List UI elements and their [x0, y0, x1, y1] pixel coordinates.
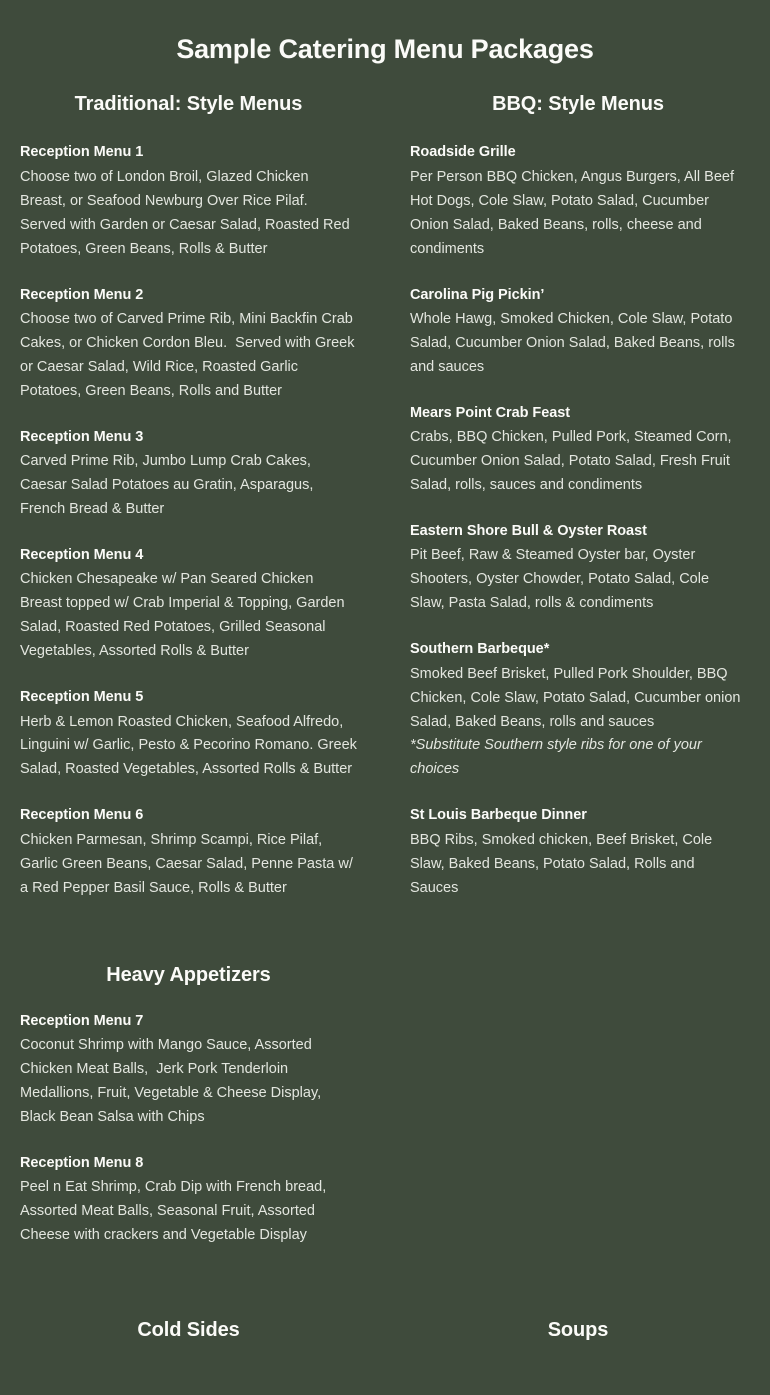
- menu-entry-title: Reception Menu 4: [20, 546, 144, 563]
- menu-entry: [20, 804, 357, 900]
- menu-entry: [20, 1152, 357, 1248]
- menu-entry-description: Peel n Eat Shrimp, Crab Dip with French bread, Assorted Meat Balls, Seasonal Fruit, Assorted Cheese with crackers and Vegetable Display: [20, 1179, 330, 1244]
- menu-entry: [410, 141, 746, 261]
- menu-entry-description: Choose two of London Broil, Glazed Chicken Breast, or Seafood Newburg Over Rice Pilaf. Served with Garden or Caesar Salad, Roasted Red Potatoes, Green Beans, Rolls & Butter: [20, 168, 354, 257]
- menu-entry-footnote: *Substitute Southern style ribs for one of your choices: [410, 737, 706, 778]
- menu-entry-title: Eastern Shore Bull & Oyster Roast: [410, 523, 647, 540]
- bbq-column-heading: BBQ: Style Menus: [492, 93, 664, 116]
- menu-entry: [20, 544, 357, 664]
- bbq-menu-column: [385, 92, 770, 900]
- menu-entry-title: Carolina Pig Pickin’: [410, 286, 545, 303]
- menu-entry: [410, 284, 746, 380]
- menu-entry-description: BBQ Ribs, Smoked chicken, Beef Brisket, Cole Slaw, Baked Beans, Potato Salad, Rolls and Sauces: [410, 831, 717, 896]
- menu-entry-title: Mears Point Crab Feast: [410, 404, 571, 421]
- menu-entry: [20, 686, 361, 782]
- menu-entry-description: Pit Beef, Raw & Steamed Oyster bar, Oyster Shooters, Oyster Chowder, Potato Salad, Cole Slaw, Pasta Salad, rolls & condiments: [410, 547, 714, 612]
- soups-column: [385, 1318, 770, 1343]
- menu-entry-description: Smoked Beef Brisket, Pulled Pork Shoulder, BBQ Chicken, Cole Slaw, Potato Salad, Cucumber onion Salad, Baked Beans, rolls and sauces: [410, 665, 745, 730]
- menu-entry-title: Southern Barbeque*: [410, 641, 550, 658]
- menu-entry: [20, 284, 357, 404]
- traditional-column-heading: Traditional: Style Menus: [74, 93, 303, 116]
- menu-entry: [410, 520, 746, 616]
- menu-entry: [410, 804, 746, 900]
- menu-entry-description: Per Person BBQ Chicken, Angus Burgers, All Beef Hot Dogs, Cole Slaw, Potato Salad, Cucumber Onion Salad, Baked Beans, rolls, cheese and condiments: [410, 168, 739, 257]
- menu-entry-description: Carved Prime Rib, Jumbo Lump Crab Cakes, Caesar Salad Potatoes au Gratin, Asparagus, French Bread & Butter: [20, 453, 318, 518]
- menu-entry: [20, 1010, 357, 1130]
- menu-columns: [0, 92, 770, 1248]
- cold-sides-column: [0, 1318, 385, 1343]
- cold-sides-heading: Cold Sides: [137, 1318, 240, 1341]
- menu-entry-title: Reception Menu 8: [20, 1154, 144, 1171]
- menu-entry: [410, 402, 746, 498]
- menu-entry-description: Whole Hawg, Smoked Chicken, Cole Slaw, Potato Salad, Cucumber Onion Salad, Baked Beans, rolls and sauces: [410, 311, 739, 375]
- menu-entry-title: Reception Menu 1: [20, 144, 144, 161]
- menu-entry-description: Coconut Shrimp with Mango Sauce, Assorted Chicken Meat Balls, Jerk Pork Tenderloin Medallions, Fruit, Vegetable & Cheese Display, Black Bean Salsa with Chips: [20, 1037, 326, 1125]
- heavy-appetizers-heading: Heavy Appetizers: [106, 963, 271, 986]
- menu-entry-description: Chicken Parmesan, Shrimp Scampi, Rice Pilaf, Garlic Green Beans, Caesar Salad, Penne Pasta w/ a Red Pepper Basil Sauce, Rolls & Butter: [20, 831, 357, 896]
- traditional-menu-column: [0, 92, 385, 1248]
- menu-entry-description: Herb & Lemon Roasted Chicken, Seafood Alfredo, Linguini w/ Garlic, Pesto & Pecorino Romano. Greek Salad, Roasted Vegetables, Assorted Rolls & Butter: [20, 713, 361, 778]
- page-title: Sample Catering Menu Packages: [176, 34, 594, 64]
- soups-heading: Soups: [547, 1318, 609, 1341]
- menu-entry: [410, 638, 746, 782]
- menu-entry-title: Reception Menu 7: [20, 1012, 144, 1029]
- menu-entry-description: Crabs, BBQ Chicken, Pulled Pork, Steamed Corn, Cucumber Onion Salad, Potato Salad, Fresh Fruit Salad, rolls, sauces and condiments: [410, 429, 736, 494]
- menu-entry-title: Reception Menu 2: [20, 286, 144, 303]
- menu-entry-title: Roadside Grille: [410, 144, 516, 161]
- menu-entry: [20, 141, 357, 261]
- menu-entry-title: Reception Menu 3: [20, 428, 144, 445]
- menu-entry-title: St Louis Barbeque Dinner: [410, 807, 587, 824]
- menu-entry-title: Reception Menu 6: [20, 807, 144, 824]
- menu-entry-description: Chicken Chesapeake w/ Pan Seared Chicken Breast topped w/ Crab Imperial & Topping, Garden Salad, Roasted Red Potatoes, Grilled Seasonal Vegetables, Assorted Rolls & Butter: [20, 571, 349, 660]
- menu-entry-description: Choose two of Carved Prime Rib, Mini Backfin Crab Cakes, or Chicken Cordon Bleu. Served with Greek or Caesar Salad, Wild Rice, Roasted Garlic Potatoes, Green Beans, Rolls and Butter: [20, 311, 359, 399]
- menu-entry: [20, 426, 357, 522]
- bottom-sections: [0, 1318, 770, 1343]
- menu-entry-title: Reception Menu 5: [20, 689, 144, 706]
